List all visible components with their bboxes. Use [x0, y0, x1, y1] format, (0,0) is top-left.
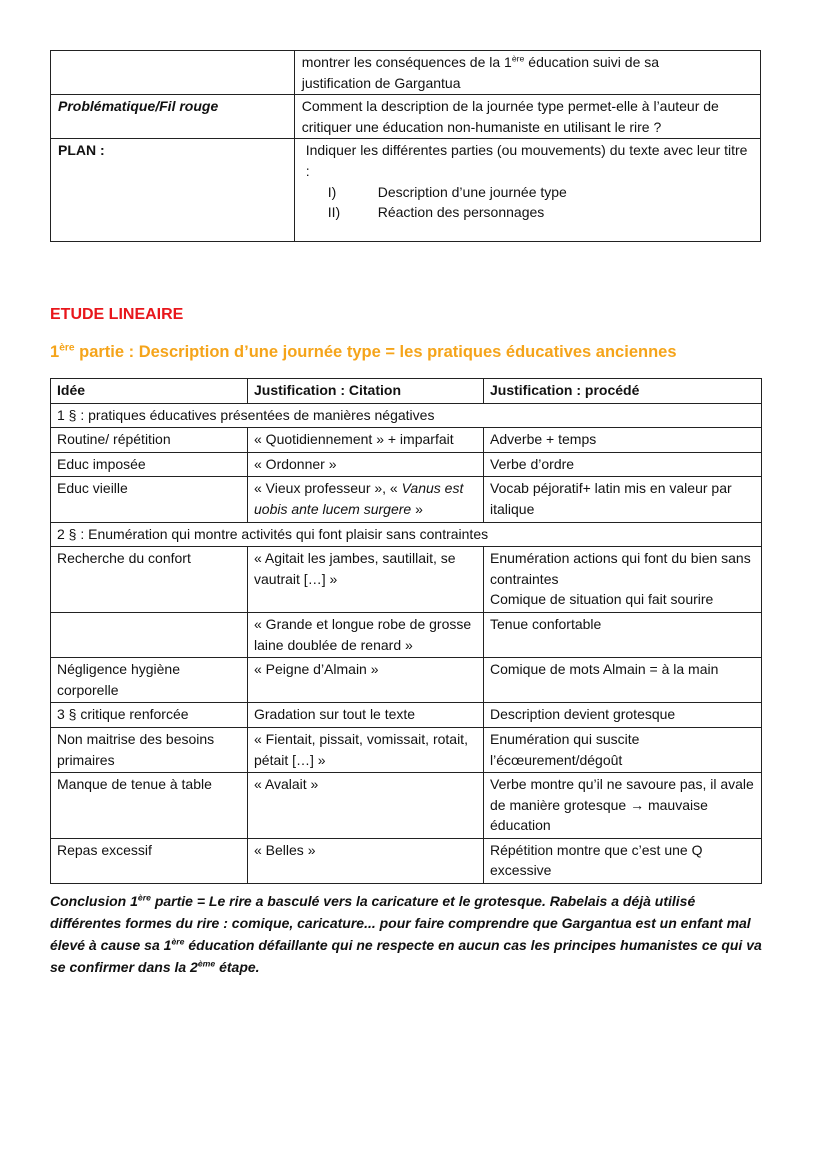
procede-cell: Verbe montre qu’il ne savoure pas, il avale de manière grotesque → mauvaise éducation [484, 773, 762, 839]
analysis-table [50, 378, 762, 884]
citation-cell: « Avalait » [248, 773, 484, 839]
list-text: Réaction des personnages [377, 204, 545, 221]
section-row [51, 403, 762, 428]
procede-cell: Enumération qui suscite l’écœurement/dégoût [484, 727, 762, 772]
list-item [302, 202, 753, 223]
citation-cell: « Agitait les jambes, sautillait, se vautrait […] » [248, 547, 484, 613]
idee-cell: Educ imposée [51, 452, 248, 477]
table-header-row [51, 379, 762, 404]
citation-cell: Gradation sur tout le texte [248, 703, 484, 728]
section-row [51, 522, 762, 547]
column-header: Justification : procédé [484, 379, 762, 404]
superscript: ère [137, 892, 151, 903]
citation-cell [248, 477, 484, 522]
problematique-text: Comment la description de la journée type permet-elle à l’auteur de critiquer une éducation non-humaniste en utilisant le rire ? [294, 95, 760, 139]
table-row [51, 452, 762, 477]
list-number: II) [327, 204, 341, 221]
table-row [51, 547, 762, 613]
cell-text: montrer les conséquences de la 1 [301, 54, 512, 70]
procede-text: Comique de situation qui fait sourire [490, 591, 714, 608]
list-text: Description d’une journée type [377, 183, 567, 200]
idee-cell: Repas excessif [51, 838, 248, 883]
table-row [51, 838, 762, 883]
citation-cell: « Ordonner » [248, 452, 484, 477]
table-row [51, 139, 761, 242]
citation-cell: « Peigne d’Almain » [248, 658, 484, 703]
idee-cell: Négligence hygiène corporelle [51, 658, 248, 703]
citation-text: » [411, 500, 423, 517]
table-row [51, 51, 761, 95]
procede-cell: Vocab péjoratif+ latin mis en valeur par italique [484, 477, 762, 522]
idee-cell [51, 612, 248, 657]
section-cell: 1 § : pratiques éducatives présentées de manières négatives [51, 403, 762, 428]
procede-text: Enumération actions qui font du bien sans contraintes [490, 550, 751, 587]
cell-text: éducation suivi de sa [524, 54, 660, 70]
idee-cell: Recherche du confort [51, 547, 248, 613]
plan-intro: Indiquer les différentes parties (ou mouvements) du texte avec leur titre : [305, 142, 748, 179]
list-item [302, 182, 753, 203]
citation-cell: « Belles » [248, 838, 484, 883]
table-row [51, 477, 762, 522]
procede-cell: Tenue confortable [484, 612, 762, 657]
procede-cell: Répétition montre que c’est une Q excessive [484, 838, 762, 883]
citation-cell: « Grande et longue robe de grosse laine doublée de renard » [248, 612, 484, 657]
idee-cell: 3 § critique renforcée [51, 703, 248, 728]
column-header: Justification : Citation [248, 379, 484, 404]
superscript: ème [197, 958, 216, 969]
citation-text: « Vieux professeur », « [254, 480, 402, 497]
idee-cell: Manque de tenue à table [51, 773, 248, 839]
section-title: ETUDE LINEAIRE [50, 306, 184, 323]
table-row [51, 612, 762, 657]
table-row [51, 727, 762, 772]
conclusion-text: éducation défaillante qui ne respecte en aucun cas les principes humanistes ce qui va se confirmer dans la 2 [50, 937, 762, 975]
procede-cell: Description devient grotesque [484, 703, 762, 728]
problematique-label: Problématique/Fil rouge [51, 95, 295, 139]
intro-table [50, 50, 761, 242]
list-number: I) [327, 183, 337, 200]
citation-cell: « Quotidiennement » + imparfait [248, 428, 484, 453]
table-row [51, 773, 762, 839]
section-cell: 2 § : Enumération qui montre activités qui font plaisir sans contraintes [51, 522, 762, 547]
column-header: Idée [51, 379, 248, 404]
procede-cell: Adverbe + temps [484, 428, 762, 453]
idee-cell: Educ vieille [51, 477, 248, 522]
cell-text: justification de Gargantua [301, 74, 461, 91]
part-title-text: partie : Description d’une journée type = les pratiques éducatives anciennes [74, 343, 677, 361]
part-title [50, 343, 677, 362]
plan-label: PLAN : [51, 139, 295, 242]
superscript: ère [511, 53, 525, 64]
table-row [51, 703, 762, 728]
procede-cell: Comique de mots Almain = à la main [484, 658, 762, 703]
conclusion-text: partie = Le rire a basculé vers la caricature et le grotesque. Rabelais a déjà utilisé différentes formes du rire : comique, caricature... pour faire comprendre que Gargantua est un enfant mal élevé à cause sa 1 [50, 893, 751, 953]
procede-cell: Verbe d’ordre [484, 452, 762, 477]
conclusion-text: Conclusion 1 [50, 893, 138, 909]
part-number: 1 [50, 343, 60, 361]
idee-cell: Routine/ répétition [51, 428, 248, 453]
table-cell [294, 51, 760, 95]
conclusion-text: étape. [215, 959, 260, 975]
superscript: ère [171, 936, 185, 947]
idee-cell: Non maitrise des besoins primaires [51, 727, 248, 772]
latin-citation: Vanus est uobis ante lucem surgere [254, 480, 464, 517]
table-row [51, 95, 761, 139]
table-row [51, 428, 762, 453]
plan-cell [294, 139, 760, 242]
procede-cell [484, 547, 762, 613]
conclusion-paragraph [50, 890, 765, 978]
table-row [51, 658, 762, 703]
citation-cell: « Fientait, pissait, vomissait, rotait, pétait […] » [248, 727, 484, 772]
plan-list [302, 182, 753, 223]
superscript: ère [59, 342, 75, 354]
table-cell [51, 51, 295, 95]
